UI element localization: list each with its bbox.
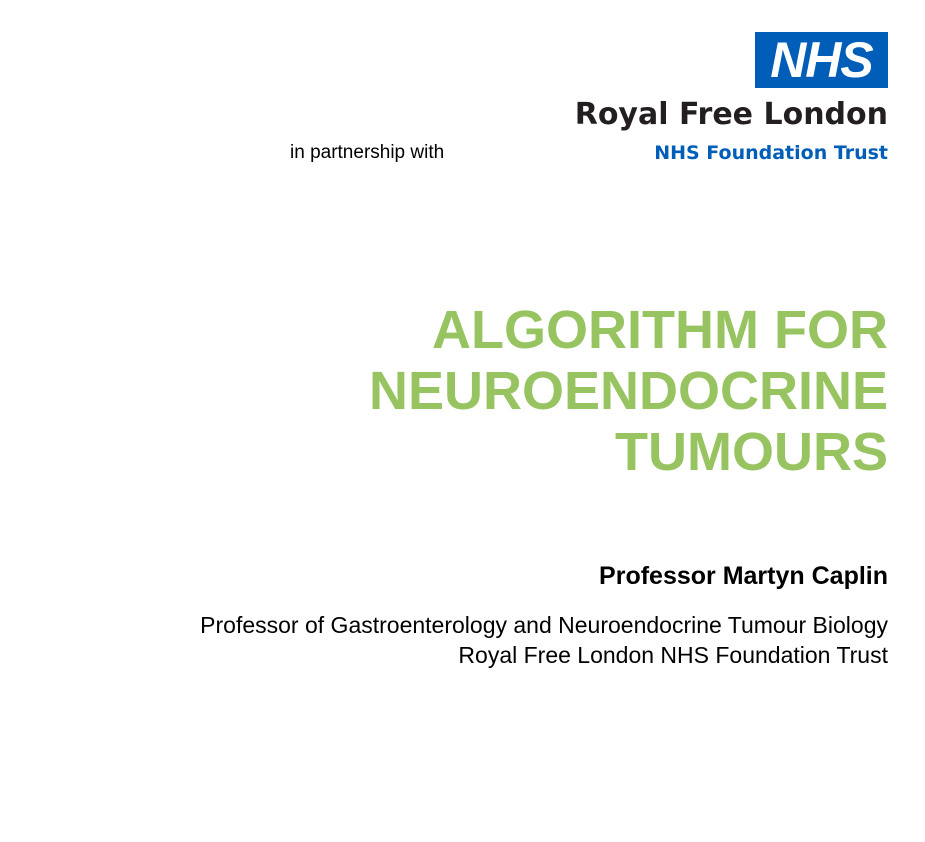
- organisation-name: Royal Free London: [574, 97, 888, 132]
- organisation-subtitle: NHS Foundation Trust: [654, 142, 888, 164]
- author-role-line: Royal Free London NHS Foundation Trust: [458, 642, 888, 668]
- partnership-text: in partnership with: [290, 142, 445, 163]
- author-name: Professor Martyn Caplin: [599, 562, 888, 590]
- author-role-line: Professor of Gastroenterology and Neuroendocrine Tumour Biology: [200, 612, 888, 638]
- document-title: [188, 300, 888, 483]
- nhs-logo-text: NHS: [770, 32, 873, 88]
- title-line: NEUROENDOCRINE: [368, 361, 888, 421]
- author-role: [200, 610, 888, 670]
- title-line: ALGORITHM FOR: [432, 300, 888, 360]
- title-line: TUMOURS: [615, 422, 888, 482]
- nhs-logo: [755, 32, 888, 88]
